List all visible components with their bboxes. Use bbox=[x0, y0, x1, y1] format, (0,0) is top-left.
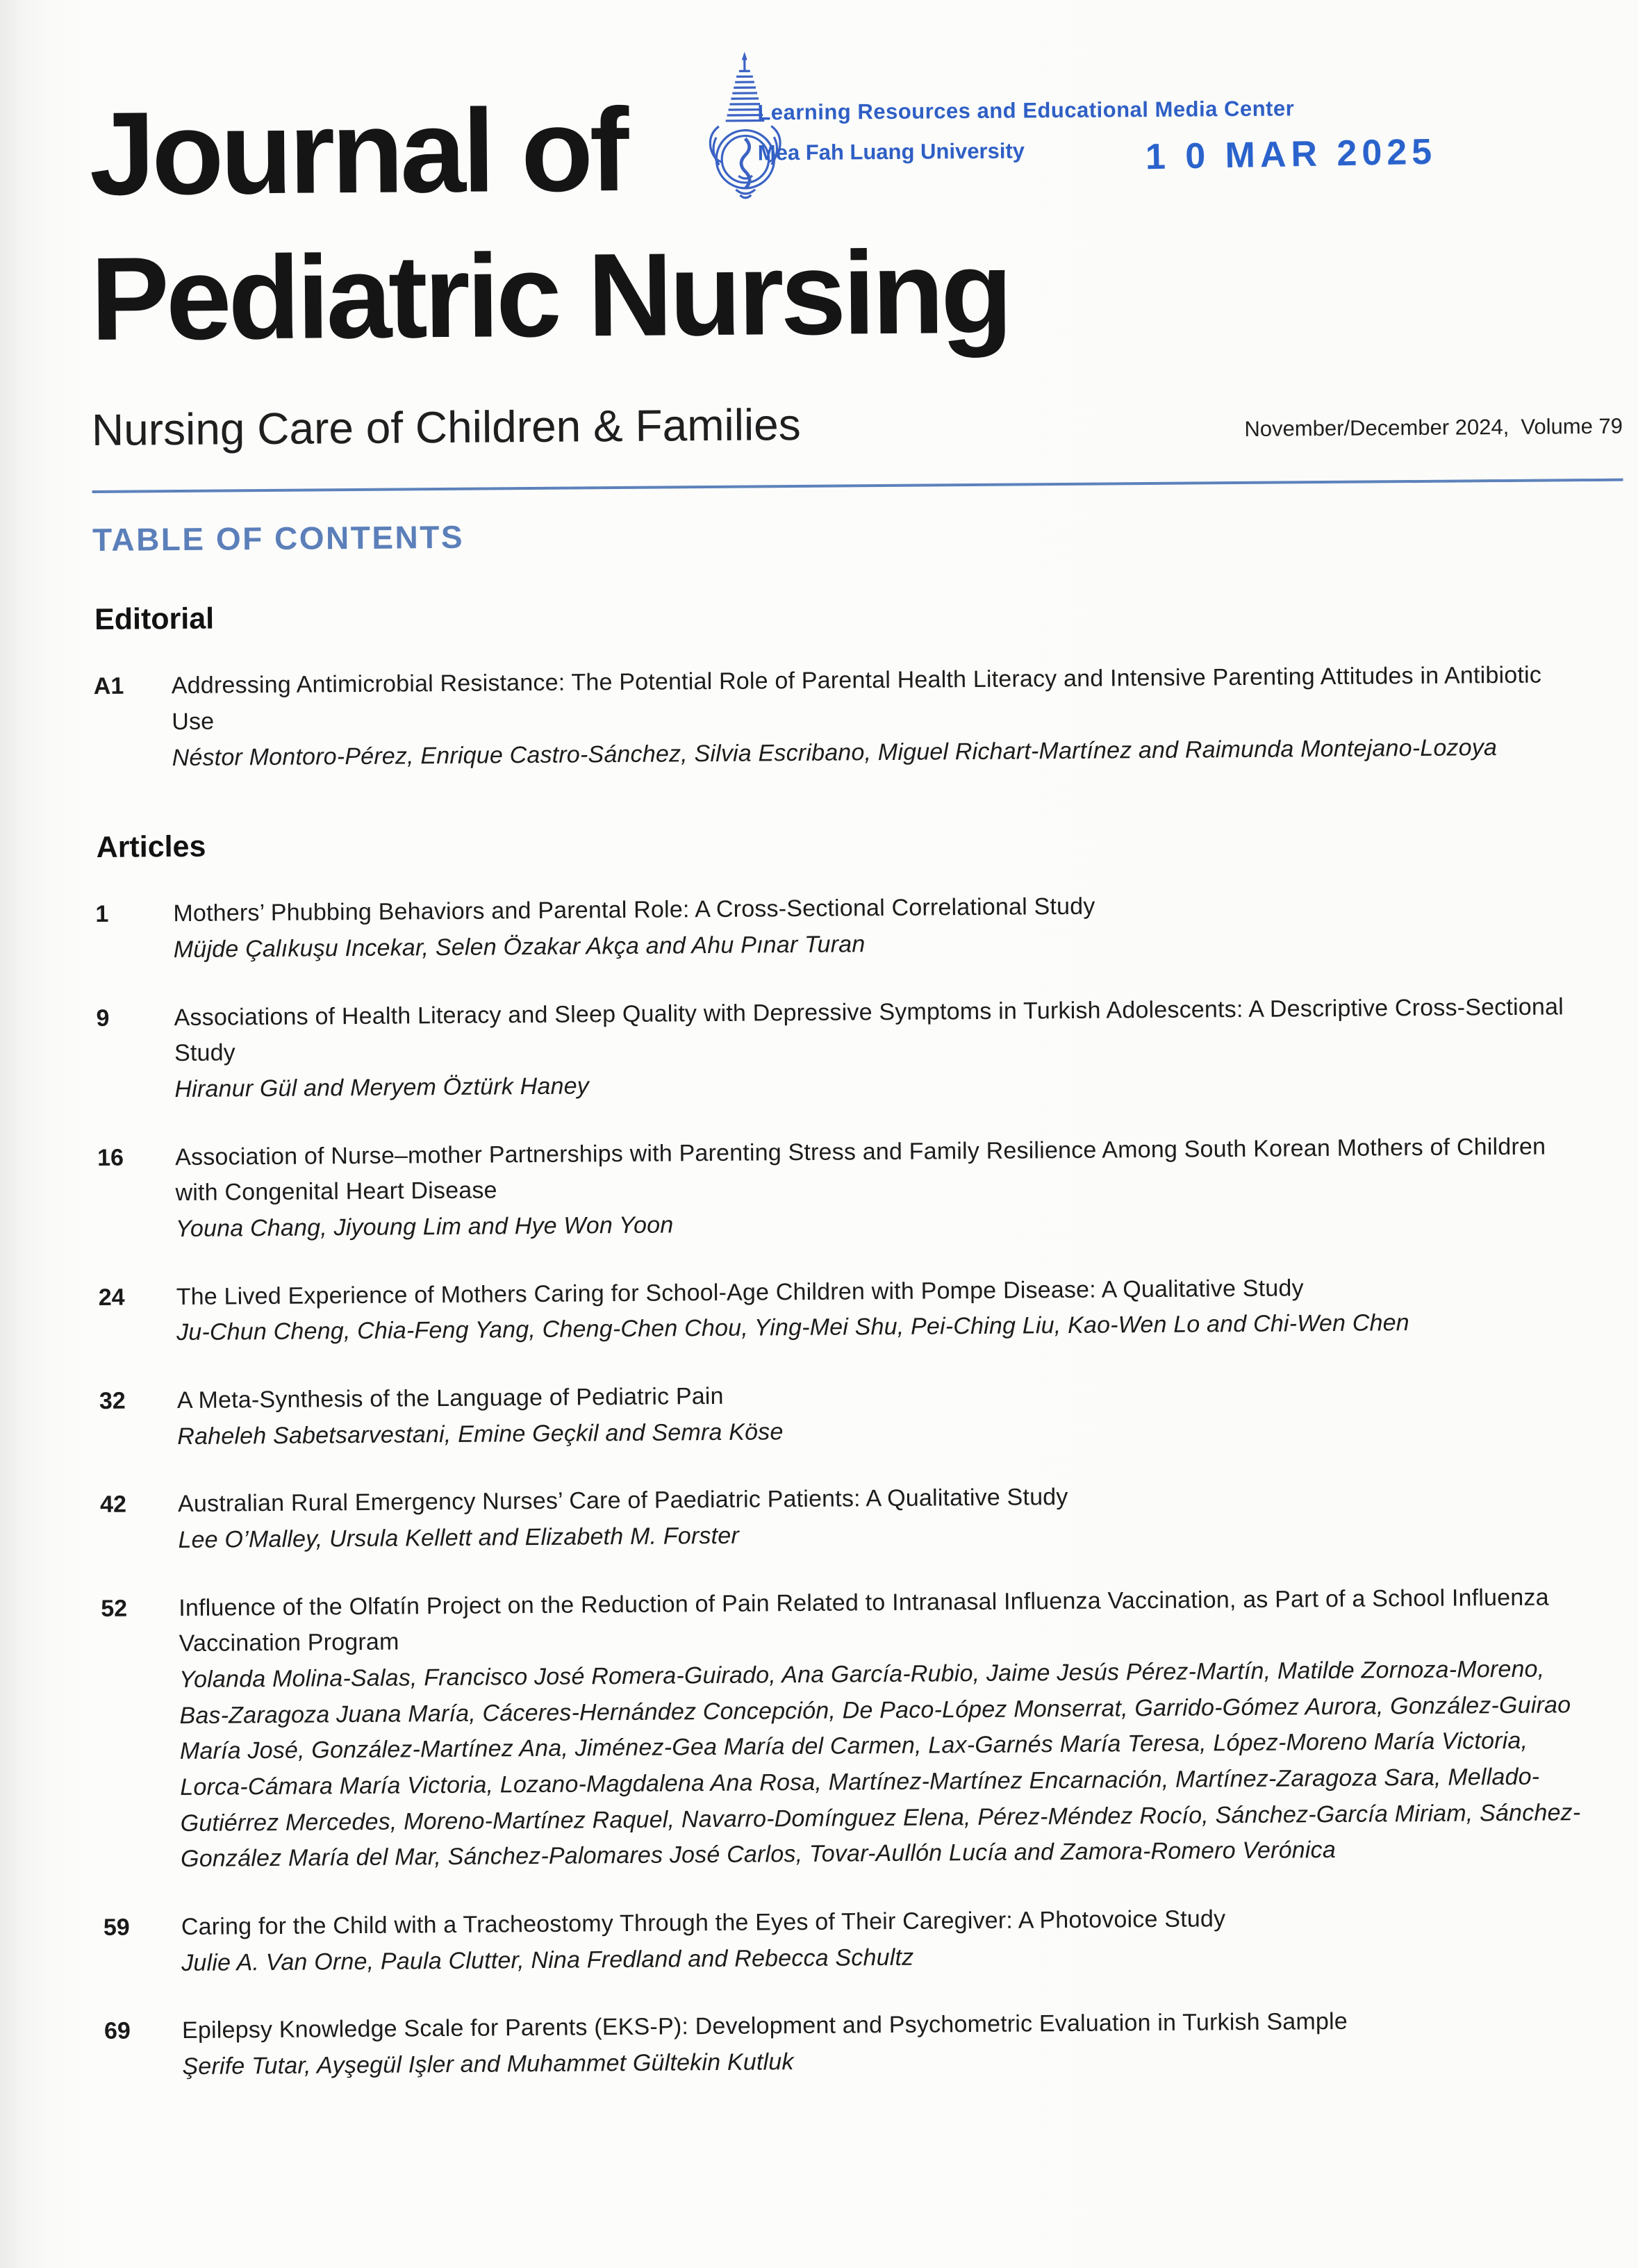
entry-title: Australian Rural Emergency Nurses’ Care of Paediatric Patients: A Qualitative Study bbox=[177, 1484, 1068, 1518]
entry-body bbox=[182, 2002, 1593, 2085]
entry-body bbox=[174, 989, 1585, 1108]
subtitle-row bbox=[92, 392, 1623, 456]
entry-title: Influence of the Olfatín Project on the Reduction of Pain Related to Intranasal Influenza Vaccination, as Part of a School Influenza Vaccination Program bbox=[179, 1584, 1549, 1657]
toc-entry bbox=[100, 1475, 1632, 1559]
entry-page-number: 24 bbox=[98, 1284, 125, 1311]
toc-heading: TABLE OF CONTENTS bbox=[92, 518, 465, 558]
toc-entry bbox=[95, 885, 1627, 969]
toc-sections bbox=[93, 591, 1636, 2086]
toc-section bbox=[93, 591, 1625, 777]
entry-title: Addressing Antimicrobial Resistance: The Potential Role of Parental Health Literacy and Intensive Parenting Attitudes in Antibiotic Use bbox=[171, 661, 1542, 735]
toc-section bbox=[94, 819, 1635, 2086]
entry-body bbox=[178, 1475, 1589, 1558]
entry-body bbox=[175, 1129, 1586, 1248]
entry-body bbox=[177, 1372, 1588, 1455]
entry-title: Caring for the Child with a Tracheostomy Through the Eyes of Their Caregiver: A Photovoice Study bbox=[181, 1905, 1226, 1941]
entry-title: Epilepsy Knowledge Scale for Parents (EKS-P): Development and Psychometric Evaluation in Turkish Sample bbox=[181, 2008, 1348, 2044]
journal-title-line2: Pediatric Nursing bbox=[90, 226, 1010, 366]
section-heading: Editorial bbox=[94, 602, 215, 637]
entry-authors: Ju-Chun Cheng, Chia-Feng Yang, Cheng-Chen Chou, Ying-Mei Shu, Pei-Ching Liu, Kao-Wen Lo and Chi-Wen Chen bbox=[176, 1309, 1409, 1346]
entry-authors: Raheleh Sabetsarvestani, Emine Geçkil and Semra Köse bbox=[177, 1418, 784, 1450]
entry-authors: Néstor Montoro-Pérez, Enrique Castro-Sánchez, Silvia Escribano, Miguel Richart-Martínez and Raimunda Montejano-Lozoya bbox=[172, 734, 1498, 771]
entry-page-number: 42 bbox=[99, 1491, 127, 1518]
entry-body bbox=[179, 1580, 1591, 1878]
masthead bbox=[89, 70, 1623, 558]
entry-page-number: A1 bbox=[93, 672, 124, 700]
entry-page-number: 69 bbox=[104, 2017, 131, 2045]
entry-page-number: 52 bbox=[101, 1595, 128, 1622]
entry-authors: Youna Chang, Jiyoung Lim and Hye Won Yoon bbox=[175, 1211, 674, 1242]
entry-body bbox=[172, 657, 1582, 776]
toc-entry bbox=[101, 1579, 1634, 1878]
entry-page-number: 1 bbox=[95, 901, 109, 928]
entry-body bbox=[176, 1268, 1587, 1351]
entry-authors: Şerife Tutar, Ayşegül Işler and Muhammet Gültekin Kutluk bbox=[182, 2048, 794, 2080]
entry-title: Association of Nurse–mother Partnerships with Parenting Stress and Family Resilience Among South Korean Mothers of Children with Congenital Heart Disease bbox=[175, 1133, 1546, 1207]
entry-page-number: 32 bbox=[99, 1387, 126, 1414]
entry-authors: Yolanda Molina-Salas, Francisco José Romera-Guirado, Ana García-Rubio, Jaime Jesús Pérez-Martín, Matilde Zornoza-Moreno, Bas-Zaragoza Juana María, Cáceres-Hernández Concepción, De Paco-López Monserrat, Garrido-Gómez Aurora, González-Guirao María José, González-Martínez Ana, Jiménez-Gea María del Carmen, Lax-Garnés María Teresa, López-Moreno María Victoria, Lorca-Cámara María Victoria, Lozano-Magdalena Ana Rosa, Martínez-Martínez Encarnación, Martínez-Zaragoza Sara, Mellado-Gutiérrez Mercedes, Moreno-Martínez Raquel, Navarro-Domínguez Elena, Pérez-Méndez Rocío, Sánchez-García Miriam, Sánchez-González María del Mar, Sánchez-Palomares José Carlos, Tovar-Aullón Lucía and Zamora-Romero Verónica bbox=[179, 1655, 1581, 1873]
entry-page-number: 9 bbox=[96, 1004, 110, 1032]
journal-title-line1: Journal of bbox=[89, 83, 627, 220]
section-entries bbox=[94, 657, 1625, 777]
toc-entry bbox=[99, 1268, 1630, 1352]
stamp-university-line: Mea Fah Luang University bbox=[757, 138, 1025, 165]
stamp-org-line: Learning Resources and Educational Media Center bbox=[757, 96, 1295, 125]
page-content bbox=[89, 70, 1636, 2118]
entry-body bbox=[181, 1898, 1592, 1981]
entry-title: Mothers’ Phubbing Behaviors and Parental Role: A Cross-Sectional Correlational Study bbox=[173, 893, 1095, 927]
entry-authors: Lee O’Malley, Ursula Kellett and Elizabeth M. Forster bbox=[178, 1522, 740, 1553]
entry-authors: Hiranur Gül and Meryem Öztürk Haney bbox=[174, 1073, 590, 1102]
toc-entry bbox=[104, 2002, 1636, 2086]
entry-authors: Müjde Çalıkuşu Incekar, Selen Özakar Akça and Ahu Pınar Turan bbox=[173, 931, 866, 963]
issue-info: November/December 2024, Volume 79 bbox=[1244, 413, 1623, 442]
entry-title: Associations of Health Literacy and Sleep Quality with Depressive Symptoms in Turkish Adolescents: A Descriptive Cross-Sectional Study bbox=[174, 993, 1564, 1067]
entry-page-number: 59 bbox=[103, 1914, 130, 1941]
divider-rule bbox=[92, 479, 1623, 493]
entry-page-number: 16 bbox=[97, 1144, 124, 1171]
section-entries bbox=[95, 885, 1635, 2086]
toc-entry bbox=[96, 988, 1628, 1108]
entry-body bbox=[173, 885, 1584, 968]
date-stamp: 1 0 MAR 2025 bbox=[1145, 131, 1437, 178]
entry-authors: Julie A. Van Orne, Paula Clutter, Nina Fredland and Rebecca Schultz bbox=[181, 1944, 914, 1976]
entry-title: A Meta-Synthesis of the Language of Pediatric Pain bbox=[176, 1382, 724, 1414]
toc-entry bbox=[94, 657, 1625, 777]
toc-entry bbox=[99, 1372, 1631, 1456]
journal-subtitle: Nursing Care of Children & Families bbox=[91, 399, 801, 456]
entry-title: The Lived Experience of Mothers Caring for School-Age Children with Pompe Disease: A Qualitative Study bbox=[176, 1274, 1304, 1310]
toc-entry bbox=[97, 1128, 1629, 1248]
toc-entry bbox=[104, 1898, 1635, 1983]
section-heading: Articles bbox=[96, 829, 206, 865]
